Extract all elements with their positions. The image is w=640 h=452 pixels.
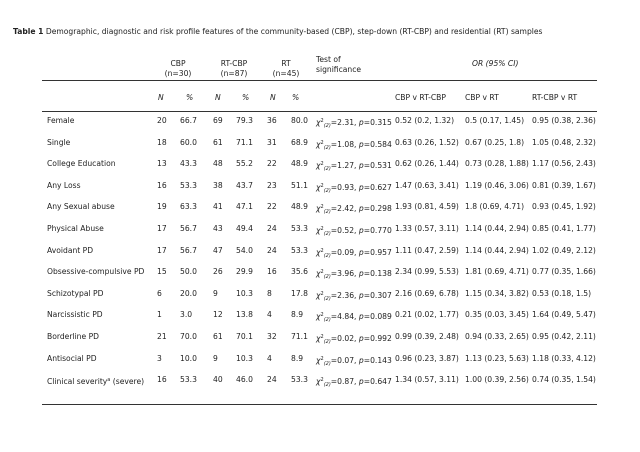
row-label [47,354,97,364]
chi-superscript: 2 [320,248,324,254]
row-label-text: Female [47,116,75,125]
group-name: RT [281,59,291,68]
cell-rtcbp-pct: 43.7 [236,181,253,190]
chi-symbol: χ [316,356,321,365]
cell-rtcbp-pct: 10.3 [236,354,253,363]
cell-or1: 0.96 (0.23, 3.87) [395,354,459,363]
chi-value: =1.27, [330,161,359,170]
row-label-text: Borderline PD [47,332,100,341]
cell-or1: 0.63 (0.26, 1.52) [395,138,459,147]
p-symbol: p [358,334,364,343]
chi-symbol: χ [316,140,321,149]
group-header-rt-cbp [207,59,261,79]
chi-df: (2) [323,274,331,280]
p-symbol: p [358,183,364,192]
p-value: =0.627 [363,183,392,192]
p-value: =0.089 [363,312,392,321]
cell-rt-pct: 53.3 [291,224,308,233]
cell-or2: 1.8 (0.69, 4.71) [465,202,525,211]
cell-or1: 0.99 (0.39, 2.48) [395,332,459,341]
cell-cbp-pct: 70.0 [180,332,197,341]
subheader-cbp-n: N [158,93,164,102]
chi-superscript: 2 [320,204,324,210]
row-label-text: Avoidant PD [47,246,94,255]
row-label-text: College Education [47,159,116,168]
row-label [47,375,144,387]
cell-rtcbp-n: 69 [213,116,223,125]
row-label [47,246,93,256]
cell-cbp-n: 15 [157,267,167,276]
row-label-text: Narcissistic PD [47,310,103,319]
cell-rtcbp-pct: 10.3 [236,289,253,298]
cell-cbp-n: 17 [157,246,167,255]
row-label [47,310,103,320]
cell-rtcbp-pct: 54.0 [236,246,253,255]
subheader-comparison-1: CBP v RT-CBP [395,93,446,102]
chi-square-stat [316,354,392,369]
cell-rtcbp-pct: 46.0 [236,375,253,384]
cell-rtcbp-n: 9 [213,289,218,298]
top-rule [42,80,597,81]
cell-or1: 1.11 (0.47, 2.59) [395,246,459,255]
group-name: CBP [170,59,186,68]
chi-df: (2) [323,209,331,215]
cell-rt-n: 32 [267,332,277,341]
cell-rt-pct: 51.1 [291,181,308,190]
chi-symbol: χ [316,269,321,278]
row-label-text: Single [47,138,71,147]
cell-or3: 0.53 (0.18, 1.5) [532,289,592,298]
cell-rtcbp-n: 9 [213,354,218,363]
chi-value: =0.93, [330,183,359,192]
cell-rtcbp-pct: 70.1 [236,332,253,341]
group-header-cbp [154,59,202,79]
chi-value: =0.02, [330,334,359,343]
cell-cbp-n: 6 [157,289,162,298]
cell-rt-pct: 68.9 [291,138,308,147]
row-label-text: Antisocial PD [47,354,97,363]
cell-cbp-pct: 50.0 [180,267,197,276]
row-label-text: Schizotypal PD [47,289,104,298]
p-value: =0.307 [363,291,392,300]
cell-rtcbp-n: 61 [213,332,223,341]
cell-cbp-pct: 53.3 [180,375,197,384]
chi-symbol: χ [316,118,321,127]
cell-cbp-pct: 66.7 [180,116,197,125]
chi-value: =2.42, [330,204,359,213]
cell-or2: 0.67 (0.25, 1.8) [465,138,525,147]
chi-superscript: 2 [320,269,324,275]
chi-superscript: 2 [320,356,324,362]
p-symbol: p [358,269,364,278]
cell-rt-n: 24 [267,224,277,233]
test-header [316,55,361,75]
p-value: =0.138 [363,269,392,278]
chi-df: (2) [323,296,331,302]
cell-cbp-n: 17 [157,224,167,233]
chi-square-stat [316,289,392,304]
p-symbol: p [358,377,364,386]
cell-or2: 1.14 (0.44, 2.94) [465,224,529,233]
cell-rt-n: 24 [267,246,277,255]
cell-rt-pct: 8.9 [291,310,304,319]
cell-rtcbp-pct: 71.1 [236,138,253,147]
row-label [47,332,99,342]
cell-cbp-n: 16 [157,181,167,190]
cell-rtcbp-n: 40 [213,375,223,384]
cell-rtcbp-n: 38 [213,181,223,190]
chi-square-stat [316,159,392,174]
row-label [47,138,70,148]
chi-square-stat [316,246,392,261]
cell-rt-n: 4 [267,354,272,363]
row-label-footnote: a [107,377,111,383]
chi-value: =2.36, [330,291,359,300]
cell-or2: 0.73 (0.28, 1.88) [465,159,529,168]
cell-rt-pct: 17.8 [291,289,308,298]
cell-rtcbp-n: 26 [213,267,223,276]
cell-or3: 1.17 (0.56, 2.43) [532,159,596,168]
cell-rtcbp-n: 48 [213,159,223,168]
subheader-comparison-2: CBP v RT [465,93,499,102]
chi-square-stat [316,181,392,196]
chi-symbol: χ [316,377,321,386]
p-symbol: p [358,226,364,235]
cell-rtcbp-pct: 49.4 [236,224,253,233]
chi-df: (2) [323,231,331,237]
cell-or1: 0.21 (0.02, 1.77) [395,310,459,319]
chi-square-stat [316,332,392,347]
row-label-suffix: (severe) [110,377,145,386]
chi-square-stat [316,310,392,325]
row-label-text: Physical Abuse [47,224,104,233]
cell-cbp-n: 13 [157,159,167,168]
chi-df: (2) [323,166,331,172]
cell-rt-n: 22 [267,202,277,211]
chi-symbol: χ [316,183,321,192]
subheader-rt-pct: % [292,93,300,102]
cell-rtcbp-n: 47 [213,246,223,255]
chi-superscript: 2 [320,118,324,124]
group-n: (n=87) [220,69,248,78]
subheader-rt-n: N [270,93,276,102]
chi-superscript: 2 [320,226,324,232]
cell-or1: 0.52 (0.2, 1.32) [395,116,455,125]
cell-or2: 1.15 (0.34, 3.82) [465,289,529,298]
p-value: =0.647 [363,377,392,386]
p-symbol: p [358,161,364,170]
p-symbol: p [358,356,364,365]
chi-symbol: χ [316,334,321,343]
cell-rt-n: 31 [267,138,277,147]
cell-rt-pct: 48.9 [291,159,308,168]
cell-cbp-n: 19 [157,202,167,211]
cell-cbp-pct: 63.3 [180,202,197,211]
chi-value: =0.07, [330,356,359,365]
p-symbol: p [358,204,364,213]
cell-or2: 0.35 (0.03, 3.45) [465,310,529,319]
chi-value: =1.08, [330,140,359,149]
cell-or3: 0.85 (0.41, 1.77) [532,224,596,233]
subheader-rtcbp-n: N [215,93,221,102]
chi-superscript: 2 [320,312,324,318]
cell-or1: 2.16 (0.69, 6.78) [395,289,459,298]
chi-symbol: χ [316,291,321,300]
chi-symbol: χ [316,161,321,170]
chi-square-stat [316,267,392,282]
cell-or1: 1.93 (0.81, 4.59) [395,202,459,211]
cell-rtcbp-n: 41 [213,202,223,211]
cell-or1: 1.34 (0.57, 3.11) [395,375,459,384]
cell-rtcbp-n: 61 [213,138,223,147]
p-value: =0.957 [363,248,392,257]
group-header-rt [262,59,310,79]
chi-df: (2) [323,188,331,194]
chi-value: =0.52, [330,226,359,235]
p-symbol: p [358,248,364,257]
cell-rt-n: 8 [267,289,272,298]
table-caption [13,27,543,36]
cell-rt-pct: 48.9 [291,202,308,211]
cell-or3: 0.95 (0.38, 2.36) [532,116,596,125]
cell-or1: 2.34 (0.99, 5.53) [395,267,459,276]
row-label [47,202,115,212]
cell-cbp-pct: 20.0 [180,289,197,298]
chi-value: =0.87, [330,377,359,386]
cell-or1: 0.62 (0.26, 1.44) [395,159,459,168]
chi-superscript: 2 [320,334,324,340]
cell-rt-pct: 8.9 [291,354,304,363]
chi-superscript: 2 [320,377,324,383]
cell-rt-pct: 71.1 [291,332,308,341]
chi-symbol: χ [316,204,321,213]
cell-rtcbp-pct: 13.8 [236,310,253,319]
cell-cbp-n: 16 [157,375,167,384]
group-n: (n=45) [272,69,300,78]
p-symbol: p [358,140,364,149]
subheader-comparison-3: RT-CBP v RT [532,93,578,102]
chi-df: (2) [323,145,331,151]
cell-or1: 1.47 (0.63, 3.41) [395,181,459,190]
cell-or2: 1.81 (0.69, 4.71) [465,267,529,276]
p-value: =0.143 [363,356,392,365]
cell-or3: 0.95 (0.42, 2.11) [532,332,596,341]
chi-df: (2) [323,382,331,388]
cell-rtcbp-pct: 79.3 [236,116,253,125]
cell-or2: 1.13 (0.23, 5.63) [465,354,529,363]
cell-rt-n: 24 [267,375,277,384]
p-value: =0.992 [363,334,392,343]
chi-square-stat [316,375,392,390]
cell-or2: 1.00 (0.39, 2.56) [465,375,529,384]
cell-cbp-n: 21 [157,332,167,341]
test-header-line2: significance [316,65,362,74]
chi-symbol: χ [316,312,321,321]
subheader-rtcbp-pct: % [242,93,250,102]
cell-rt-n: 16 [267,267,277,276]
row-label [47,116,74,126]
row-label [47,289,103,299]
table-caption-text: Demographic, diagnostic and risk profile features of the community-based (CBP), step-down (RT-CBP) and residential (RT) samples [45,27,543,36]
cell-or2: 1.14 (0.44, 2.94) [465,246,529,255]
p-value: =0.770 [363,226,392,235]
cell-or3: 0.74 (0.35, 1.54) [532,375,596,384]
cell-rt-pct: 53.3 [291,375,308,384]
subheader-cbp-pct: % [186,93,194,102]
chi-square-stat [316,116,392,131]
cell-cbp-pct: 56.7 [180,224,197,233]
cell-cbp-pct: 3.0 [180,310,193,319]
row-label [47,181,81,191]
p-symbol: p [358,291,364,300]
cell-or3: 1.18 (0.33, 4.12) [532,354,596,363]
cell-rtcbp-pct: 29.9 [236,267,253,276]
table-caption-label: Table 1 [13,27,44,36]
cell-cbp-pct: 53.3 [180,181,197,190]
cell-rt-n: 36 [267,116,277,125]
cell-rt-pct: 35.6 [291,267,308,276]
chi-value: =0.09, [330,248,359,257]
cell-or3: 1.02 (0.49, 2.12) [532,246,596,255]
cell-rtcbp-n: 43 [213,224,223,233]
p-value: =0.315 [363,118,392,127]
chi-df: (2) [323,123,331,129]
row-label-text: Clinical severity [47,377,108,386]
or-header: OR (95% CI) [472,59,519,68]
cell-rtcbp-n: 12 [213,310,223,319]
cell-cbp-pct: 56.7 [180,246,197,255]
cell-rt-n: 22 [267,159,277,168]
chi-superscript: 2 [320,183,324,189]
cell-cbp-pct: 60.0 [180,138,197,147]
chi-value: =3.96, [330,269,359,278]
cell-rtcbp-pct: 47.1 [236,202,253,211]
chi-symbol: χ [316,248,321,257]
chi-superscript: 2 [320,140,324,146]
header-rule [42,111,597,112]
cell-cbp-n: 1 [157,310,162,319]
cell-or2: 1.19 (0.46, 3.06) [465,181,529,190]
row-label [47,267,144,277]
p-value: =0.298 [363,204,392,213]
chi-df: (2) [323,339,331,345]
cell-or3: 1.05 (0.48, 2.32) [532,138,596,147]
cell-cbp-pct: 43.3 [180,159,197,168]
row-label-text: Obsessive-compulsive PD [47,267,145,276]
chi-square-stat [316,138,392,153]
cell-cbp-pct: 10.0 [180,354,197,363]
chi-square-stat [316,224,392,239]
chi-value: =4.84, [330,312,359,321]
test-header-line1: Test of [316,55,341,64]
cell-or1: 1.33 (0.57, 3.11) [395,224,459,233]
cell-or3: 0.77 (0.35, 1.66) [532,267,596,276]
chi-superscript: 2 [320,291,324,297]
chi-superscript: 2 [320,161,324,167]
row-label-text: Any Loss [47,181,81,190]
chi-symbol: χ [316,226,321,235]
cell-rt-n: 23 [267,181,277,190]
cell-rt-pct: 53.3 [291,246,308,255]
chi-df: (2) [323,361,331,367]
cell-or3: 0.93 (0.45, 1.92) [532,202,596,211]
group-n: (n=30) [164,69,192,78]
chi-square-stat [316,202,392,217]
cell-or3: 0.81 (0.39, 1.67) [532,181,596,190]
cell-rt-pct: 80.0 [291,116,308,125]
chi-df: (2) [323,253,331,259]
cell-or2: 0.94 (0.33, 2.65) [465,332,529,341]
row-label [47,224,104,234]
bottom-rule [42,404,597,405]
cell-rt-n: 4 [267,310,272,319]
cell-cbp-n: 3 [157,354,162,363]
cell-cbp-n: 18 [157,138,167,147]
row-label [47,159,116,169]
chi-df: (2) [323,317,331,323]
chi-value: =2.31, [330,118,359,127]
cell-cbp-n: 20 [157,116,167,125]
p-symbol: p [358,312,364,321]
cell-rtcbp-pct: 55.2 [236,159,253,168]
p-value: =0.531 [363,161,392,170]
row-label-text: Any Sexual abuse [47,202,115,211]
group-name: RT-CBP [220,59,248,68]
cell-or3: 1.64 (0.49, 5.47) [532,310,596,319]
p-value: =0.584 [363,140,392,149]
cell-or2: 0.5 (0.17, 1.45) [465,116,525,125]
p-symbol: p [358,118,364,127]
